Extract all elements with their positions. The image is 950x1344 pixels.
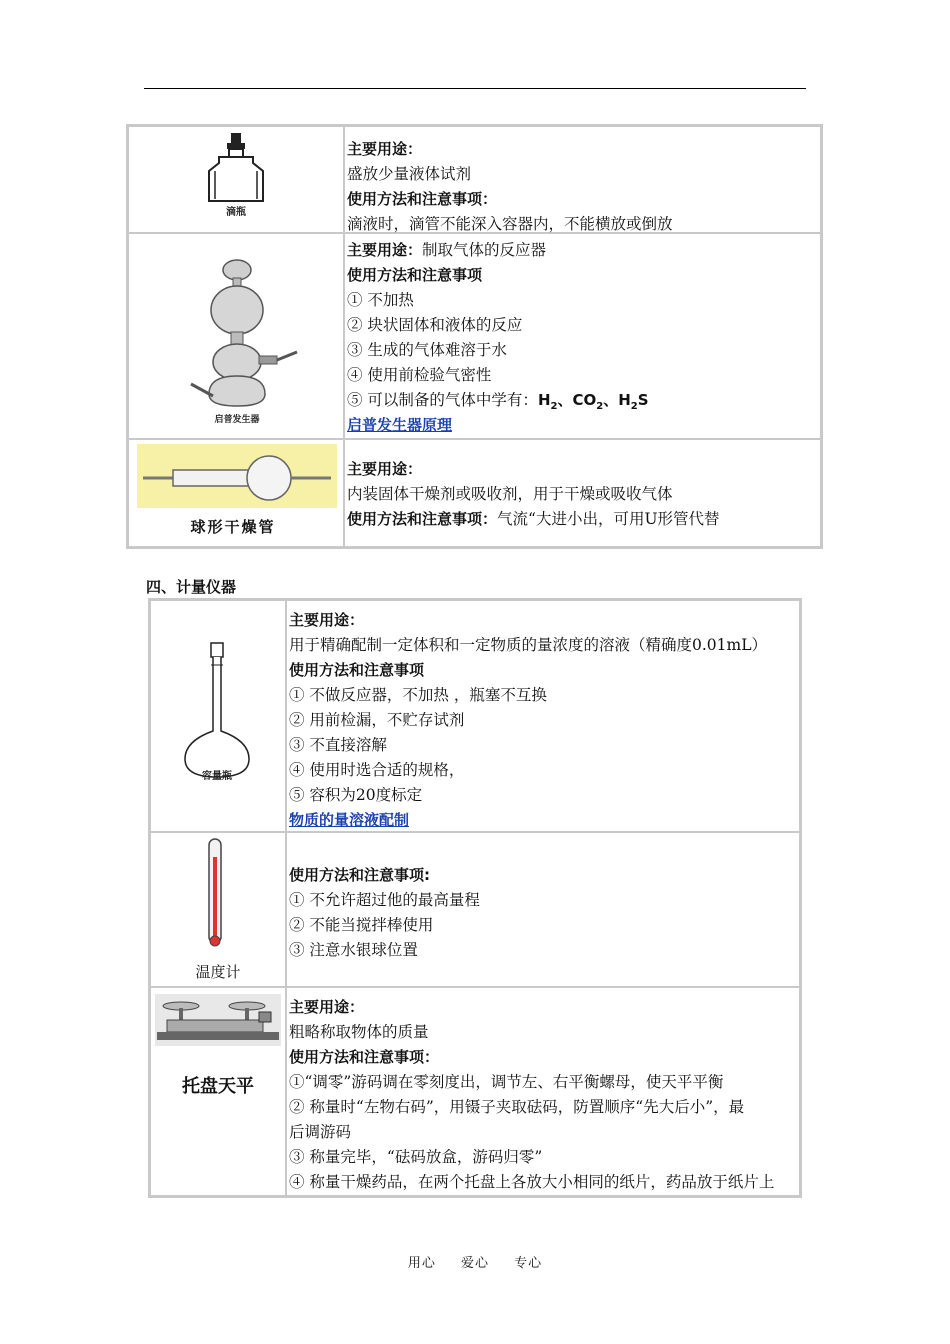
text-cell [287, 988, 799, 1195]
list-item: ② 称量时“左物右码”，用镊子夹取砝码，防置顺序“先大后小”，最 [289, 1098, 745, 1116]
usage-text: 用于精确配制一定体积和一定物质的量浓度的溶液（精确度0.01mL） [289, 636, 768, 654]
balance-icon [151, 988, 285, 1048]
usage-label: 主要用途： [289, 998, 365, 1016]
text-cell [345, 234, 820, 438]
table-row-drying-tube [129, 440, 820, 546]
notes-text: 滴液时，滴管不能深入容器内，不能横放或倒放 [347, 215, 673, 233]
notes-label: 使用方法和注意事项 [289, 661, 425, 679]
usage-label: 主要用途： [347, 460, 423, 478]
list-item: ①“调零”游码调在零刻度出，调节左、右平衡螺母，使天平平衡 [289, 1073, 724, 1091]
drying-tube-caption: 球形干燥管 [190, 518, 276, 536]
notes-label: 使用方法和注意事项： [289, 1048, 440, 1066]
usage-label: 主要用途： [347, 140, 423, 158]
list-item: ① 不允许超过他的最高量程 [289, 891, 480, 909]
list-item: ② 不能当搅拌棒使用 [289, 916, 434, 934]
list-item: ③ 生成的气体难溶于水 [347, 341, 507, 359]
notes-label: 使用方法和注意事项： [347, 510, 498, 528]
notes-label: 使用方法和注意事项： [347, 190, 498, 208]
table-row-balance [151, 988, 799, 1195]
image-cell [151, 988, 287, 1195]
list-item: ② 用前检漏，不贮存试剂 [289, 711, 465, 729]
balance-caption: 托盘天平 [182, 1076, 254, 1097]
text-cell [345, 127, 820, 232]
dropper-bottle-caption: 滴瓶 [226, 207, 246, 218]
text-cell [287, 601, 799, 831]
list-item: ④ 使用前检验气密性 [347, 366, 492, 384]
list-item: ① 不做反应器，不加热 ，瓶塞不互换 [289, 686, 547, 704]
text-cell [345, 440, 820, 546]
image-cell [129, 127, 345, 232]
list-item: ① 不加热 [347, 291, 414, 309]
notes-label: 使用方法和注意事项 [347, 266, 483, 284]
kipp-principle-link[interactable]: 启普发生器原理 [347, 416, 453, 434]
footer-word: 用心 [407, 1256, 436, 1271]
page-footer [0, 1252, 950, 1271]
list-item: 后调游码 [289, 1123, 352, 1141]
equipment-table-2 [148, 598, 802, 1198]
thermometer-icon [151, 833, 285, 953]
text-cell [287, 833, 799, 986]
volumetric-flask-icon [151, 601, 285, 831]
list-item: ④ 使用时选合适的规格， [289, 761, 465, 779]
image-cell [151, 833, 287, 986]
notes-text: 气流“大进小出，可用U形管代替 [497, 510, 720, 528]
header-rule [144, 88, 806, 89]
footer-word: 专心 [514, 1256, 543, 1271]
image-cell [129, 440, 345, 546]
list-item: ③ 不直接溶解 [289, 736, 387, 754]
table-row-volumetric-flask [151, 601, 799, 833]
table-row-dropper-bottle [129, 127, 820, 234]
usage-label: 主要用途： [289, 611, 365, 629]
usage-text: 内装固体干燥剂或吸收剂，用于干燥或吸收气体 [347, 485, 673, 503]
usage-text: 粗略称取物体的质量 [289, 1023, 429, 1041]
equipment-table-1 [126, 124, 823, 549]
list-item: ⑤ 容积为20度标定 [289, 786, 423, 804]
dropper-bottle-icon [129, 127, 345, 232]
drying-tube-icon [129, 440, 343, 544]
volumetric-flask-caption: 容量瓶 [202, 771, 232, 782]
usage-text: 制取气体的反应器 [422, 241, 547, 259]
list-item: ④ 称量干燥药品，在两个托盘上各放大小相同的纸片，药品放于纸片上 [289, 1173, 775, 1191]
list-item: ③ 称量完毕，“砝码放盒，游码归零” [289, 1148, 543, 1166]
kipp-generator-caption: 启普发生器 [214, 415, 260, 425]
footer-word: 爱心 [460, 1256, 489, 1271]
usage-text: 盛放少量液体试剂 [347, 165, 472, 183]
section-title: 四、计量仪器 [146, 578, 237, 596]
list-item [347, 388, 820, 413]
table-row-kipp-generator [129, 234, 820, 440]
table-row-thermometer [151, 833, 799, 988]
usage-label: 主要用途： [347, 241, 423, 259]
notes-label: 使用方法和注意事项: [289, 866, 430, 884]
item-prefix: ⑤ 可以制备的气体中学有： [347, 391, 538, 409]
image-cell [129, 234, 345, 438]
list-item: ③ 注意水银球位置 [289, 941, 418, 959]
solution-preparation-link[interactable]: 物质的量溶液配制 [289, 811, 410, 829]
thermometer-caption: 温度计 [195, 963, 241, 981]
gas-formulas: $H_2$、$CO_2$、$H_2S$ [537, 391, 649, 412]
list-item: ② 块状固体和液体的反应 [347, 316, 523, 334]
image-cell [151, 601, 287, 831]
kipp-generator-icon [129, 234, 345, 438]
